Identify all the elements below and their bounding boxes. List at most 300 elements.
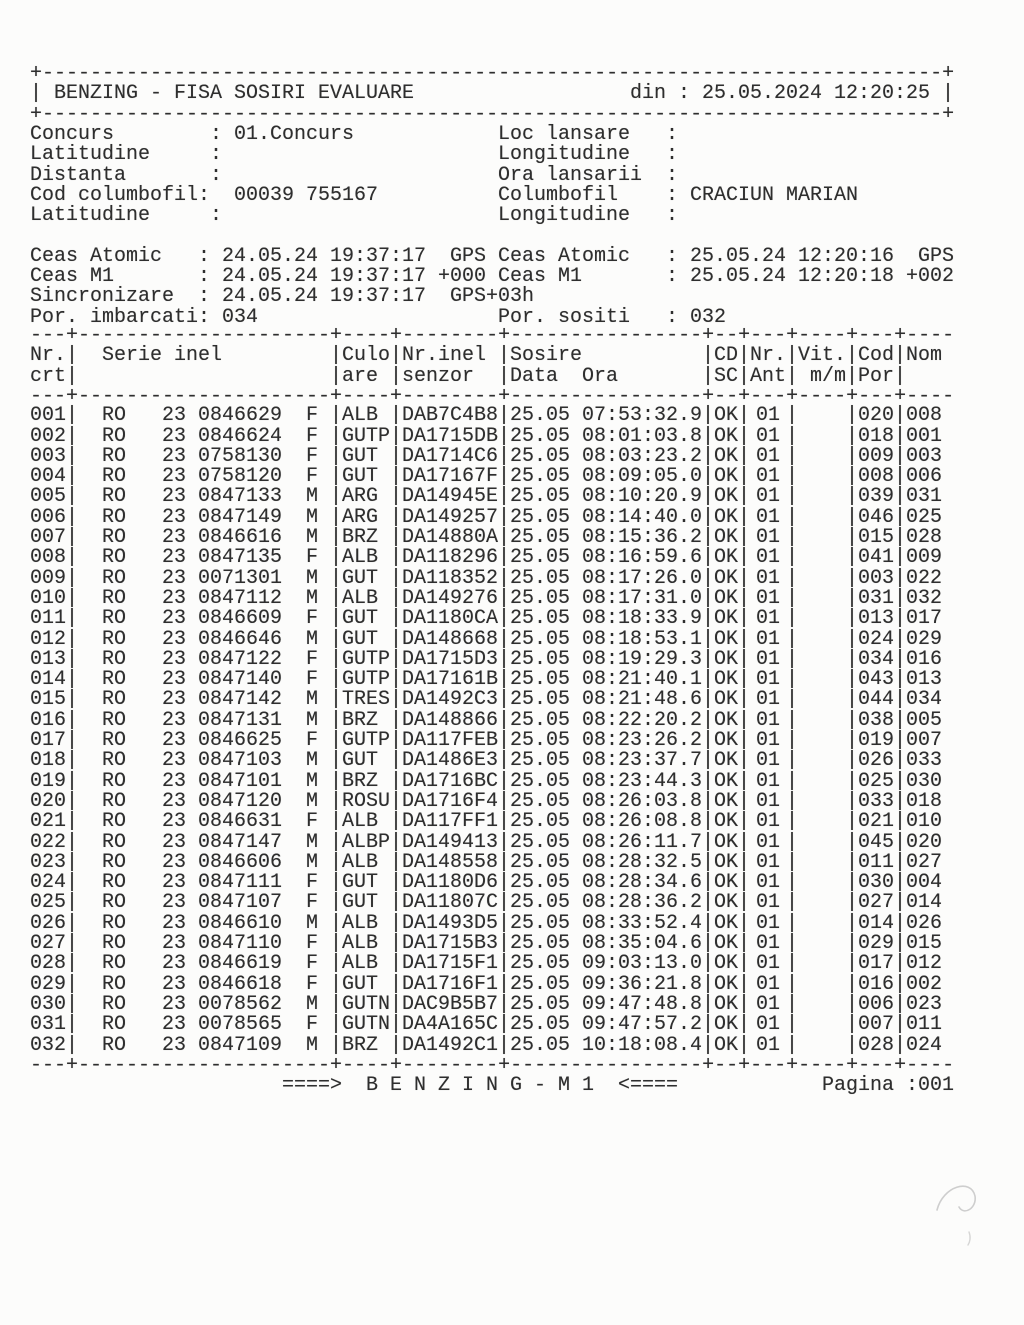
cell-ant: 01 <box>756 546 781 570</box>
cell-year: 23 <box>162 749 187 773</box>
cell-ant: 01 <box>756 465 781 489</box>
cell-cod: 020 <box>858 404 895 428</box>
cell-date: 25.05 <box>510 647 571 671</box>
cell-nom: 003 <box>906 444 943 468</box>
cell-color: GUT <box>342 566 379 590</box>
column-divider: | <box>330 404 343 428</box>
cell-date: 25.05 <box>510 911 571 935</box>
cell-ring: 0846619 <box>198 952 283 976</box>
box-border-bottom <box>30 102 990 126</box>
cell-year: 23 <box>162 404 187 428</box>
column-divider: | <box>330 485 343 509</box>
cell-year: 23 <box>162 850 187 874</box>
column-divider: | <box>846 364 859 388</box>
column-divider: | <box>498 344 511 368</box>
cell-time: 08:09:05.0 <box>582 465 703 489</box>
column-divider: | <box>498 871 511 895</box>
column-divider: | <box>702 850 715 874</box>
cell-country: RO <box>102 769 127 793</box>
cell-color: GUTP <box>342 729 391 752</box>
title-line <box>30 84 990 104</box>
cell-cd: OK <box>714 769 739 793</box>
column-divider: | <box>66 891 79 915</box>
column-divider: | <box>786 505 799 529</box>
cell-sensor: DA149413 <box>402 830 499 854</box>
cell-country: RO <box>102 1033 127 1057</box>
column-divider: | <box>738 505 751 529</box>
cell-ant: 01 <box>756 992 781 1016</box>
cell-ring: 0847120 <box>198 789 283 813</box>
info-colon: : <box>666 122 679 146</box>
column-divider: | <box>390 404 403 428</box>
header-cell-sc: SC <box>714 364 739 388</box>
cell-time: 09:47:57.2 <box>582 1013 703 1037</box>
cell-country: RO <box>102 546 127 570</box>
column-divider: | <box>738 424 751 448</box>
cell-ant: 01 <box>756 810 781 834</box>
column-divider: | <box>846 505 859 529</box>
cell-country: RO <box>102 424 127 448</box>
cell-color: GUT <box>342 749 379 773</box>
cell-country: RO <box>102 830 127 854</box>
cell-nr: 008 <box>30 546 67 570</box>
cell-color: ALB <box>342 932 379 955</box>
cell-sensor: DA1716F1 <box>402 972 499 996</box>
info-label: Concurs <box>30 122 115 146</box>
column-divider: | <box>894 485 907 509</box>
clock-suffix: GPS <box>450 244 487 268</box>
column-divider: | <box>702 810 715 834</box>
cell-ant: 01 <box>756 505 781 529</box>
info-label: Longitudine <box>498 204 631 228</box>
column-divider: | <box>390 465 403 489</box>
cell-date: 25.05 <box>510 424 571 448</box>
cell-color: GUT <box>342 607 379 631</box>
table-row <box>30 972 990 996</box>
column-divider: | <box>330 1033 343 1057</box>
cell-color: ARG <box>342 485 379 509</box>
cell-time: 08:35:04.6 <box>582 932 703 955</box>
cell-nr: 010 <box>30 586 67 610</box>
cell-country: RO <box>102 607 127 631</box>
info-colon: : <box>666 143 679 167</box>
cell-ring: 0847131 <box>198 708 283 732</box>
cell-nom: 010 <box>906 810 943 834</box>
column-divider: | <box>738 344 751 368</box>
cell-cod: 043 <box>858 668 895 692</box>
cell-cd: OK <box>714 992 739 1016</box>
column-divider: | <box>702 505 715 529</box>
cell-sex: M <box>306 485 319 509</box>
table-row <box>30 647 990 671</box>
column-divider: | <box>498 627 511 651</box>
column-divider: | <box>894 1033 907 1057</box>
cell-nom: 004 <box>906 871 943 895</box>
cell-sensor: DA11807C <box>402 891 499 915</box>
cell-cod: 029 <box>858 932 895 955</box>
cell-time: 08:17:31.0 <box>582 586 703 610</box>
cell-year: 23 <box>162 688 187 712</box>
cell-sex: F <box>306 546 319 570</box>
cell-color: ALBP <box>342 830 391 854</box>
info-label: Ora lansarii <box>498 163 643 187</box>
column-divider: | <box>498 810 511 834</box>
cell-nom: 026 <box>906 911 943 935</box>
column-divider: | <box>390 850 403 874</box>
column-divider: | <box>66 526 79 549</box>
cell-cod: 030 <box>858 871 895 895</box>
cell-cd: OK <box>714 850 739 874</box>
cell-year: 23 <box>162 465 187 489</box>
cell-ant: 01 <box>756 789 781 813</box>
clock-label: Ceas M1 <box>498 265 583 288</box>
cell-color: GUT <box>342 972 379 996</box>
column-divider: | <box>894 789 907 813</box>
cell-ant: 01 <box>756 485 781 509</box>
cell-date: 25.05 <box>510 932 571 955</box>
column-divider: | <box>702 749 715 773</box>
table-row <box>30 690 990 710</box>
column-divider: | <box>66 688 79 712</box>
cell-ant: 01 <box>756 729 781 752</box>
cell-sex: M <box>306 789 319 813</box>
cell-nr: 027 <box>30 932 67 955</box>
header-cell-cod-por: Cod <box>858 344 895 368</box>
column-divider: | <box>702 647 715 671</box>
box-border-top <box>30 64 990 84</box>
cell-sex: M <box>306 749 319 773</box>
cell-nom: 011 <box>906 1013 943 1037</box>
column-divider: | <box>894 911 907 935</box>
column-divider: | <box>330 526 343 549</box>
info-label: Distanta <box>30 163 127 187</box>
header-cell-vit: Vit. <box>798 344 847 368</box>
column-divider: | <box>498 444 511 468</box>
cell-color: BRZ <box>342 769 379 793</box>
cell-sex: F <box>306 647 319 671</box>
cell-cd: OK <box>714 465 739 489</box>
column-divider: | <box>846 546 859 570</box>
cell-nom: 030 <box>906 769 943 793</box>
column-divider: | <box>846 810 859 834</box>
column-divider: | <box>846 668 859 692</box>
column-divider: | <box>738 647 751 671</box>
column-divider: | <box>786 830 799 854</box>
column-divider: | <box>66 344 79 368</box>
cell-nr: 032 <box>30 1033 67 1057</box>
cell-sensor: DA149276 <box>402 586 499 610</box>
info-line <box>30 206 990 226</box>
table-separator-top <box>30 326 990 346</box>
column-divider: | <box>702 830 715 854</box>
column-divider: | <box>846 871 859 895</box>
cell-ant: 01 <box>756 424 781 448</box>
header-cell-data: Data <box>510 364 559 388</box>
cell-country: RO <box>102 465 127 489</box>
cell-nr: 016 <box>30 708 67 732</box>
cell-nr: 030 <box>30 992 67 1016</box>
clock-value: 034 <box>222 305 259 329</box>
cell-time: 08:17:26.0 <box>582 566 703 590</box>
header-cell-culoare: Culo <box>342 344 391 368</box>
cell-country: RO <box>102 932 127 955</box>
clock-colon: : <box>198 244 211 268</box>
cell-time: 07:53:32.9 <box>582 404 703 428</box>
cell-nom: 001 <box>906 424 943 448</box>
column-divider: | <box>66 952 79 976</box>
column-divider: | <box>330 992 343 1016</box>
cell-nom: 032 <box>906 586 943 610</box>
column-divider: | <box>330 911 343 935</box>
cell-sex: M <box>306 850 319 874</box>
column-divider: | <box>66 810 79 834</box>
cell-sex: M <box>306 1033 319 1057</box>
table-row <box>30 444 990 468</box>
cell-ring: 0846609 <box>198 607 283 631</box>
cell-cod: 008 <box>858 465 895 489</box>
cell-cod: 044 <box>858 688 895 712</box>
info-label: Longitudine <box>498 143 631 167</box>
table-row <box>30 528 990 548</box>
cell-year: 23 <box>162 1013 187 1037</box>
column-divider: | <box>66 708 79 732</box>
column-divider: | <box>786 871 799 895</box>
cell-ring: 0847107 <box>198 891 283 915</box>
cell-cod: 015 <box>858 526 895 549</box>
column-divider: | <box>738 566 751 590</box>
cell-sensor: DA118352 <box>402 566 499 590</box>
cell-nr: 024 <box>30 871 67 895</box>
cell-sex: F <box>306 668 319 692</box>
column-divider: | <box>498 364 511 388</box>
cell-color: ALB <box>342 404 379 428</box>
cell-cd: OK <box>714 830 739 854</box>
cell-date: 25.05 <box>510 729 571 752</box>
ascii-border: +---------------------------------------------------------------------------+ <box>30 102 955 126</box>
column-divider: | <box>894 708 907 732</box>
cell-time: 08:33:52.4 <box>582 911 703 935</box>
ascii-border: +---------------------------------------------------------------------------+ <box>30 62 955 85</box>
column-divider: | <box>66 749 79 773</box>
cell-sex: M <box>306 526 319 549</box>
column-divider: | <box>390 546 403 570</box>
cell-nom: 028 <box>906 526 943 549</box>
info-value: 00039 755167 <box>234 183 379 207</box>
cell-ring: 0758120 <box>198 465 283 489</box>
column-divider: | <box>702 546 715 570</box>
column-divider: | <box>390 627 403 651</box>
cell-ant: 01 <box>756 444 781 468</box>
cell-country: RO <box>102 688 127 712</box>
cell-nr: 021 <box>30 810 67 834</box>
cell-sex: M <box>306 769 319 793</box>
cell-ant: 01 <box>756 911 781 935</box>
cell-cd: OK <box>714 566 739 590</box>
cell-country: RO <box>102 505 127 529</box>
column-divider: | <box>702 1033 715 1057</box>
cell-sex: F <box>306 444 319 468</box>
column-divider: | <box>738 891 751 915</box>
cell-year: 23 <box>162 607 187 631</box>
cell-color: ALB <box>342 952 379 976</box>
cell-time: 08:01:03.8 <box>582 424 703 448</box>
footer-arrow-left: ====> <box>282 1074 343 1098</box>
cell-year: 23 <box>162 424 187 448</box>
cell-date: 25.05 <box>510 485 571 509</box>
cell-color: ALB <box>342 810 379 834</box>
column-divider: | <box>498 729 511 752</box>
cell-sensor: DA1486E3 <box>402 749 499 773</box>
header-cell-are: are <box>342 364 379 388</box>
column-divider: | <box>498 992 511 1016</box>
column-divider: | <box>702 404 715 428</box>
column-divider: | <box>786 810 799 834</box>
cell-date: 25.05 <box>510 972 571 996</box>
column-divider: | <box>330 749 343 773</box>
cell-time: 08:15:36.2 <box>582 526 703 549</box>
cell-sensor: DA1715DB <box>402 424 499 448</box>
header-cell-crt: crt <box>30 364 67 388</box>
column-divider: | <box>498 952 511 976</box>
column-divider: | <box>390 952 403 976</box>
cell-ant: 01 <box>756 607 781 631</box>
clock-label: Por. imbarcati <box>30 305 199 329</box>
column-divider: | <box>390 708 403 732</box>
cell-ant: 01 <box>756 526 781 549</box>
cell-sensor: DA14880A <box>402 526 499 549</box>
cell-time: 08:14:40.0 <box>582 505 703 529</box>
table-row <box>30 850 990 874</box>
column-divider: | <box>66 485 79 509</box>
column-divider: | <box>66 1013 79 1037</box>
cell-nom: 027 <box>906 850 943 874</box>
column-divider: | <box>390 485 403 509</box>
cell-country: RO <box>102 526 127 549</box>
info-label: Latitudine <box>30 143 151 167</box>
table-separator-bottom <box>30 1053 990 1077</box>
column-divider: | <box>738 1033 751 1057</box>
cell-ring: 0071301 <box>198 566 283 590</box>
ascii-separator: ---+---------------------+----+--------+----------------+--+---+----+---+---- <box>30 384 955 408</box>
column-divider: | <box>846 444 859 468</box>
column-divider: | <box>66 850 79 874</box>
cell-ring: 0847149 <box>198 505 283 529</box>
column-divider: | <box>702 566 715 590</box>
clock-value: 24.05.24 19:37:17 <box>222 285 427 309</box>
column-divider: | <box>330 1013 343 1037</box>
column-divider: | <box>894 972 907 996</box>
cell-time: 08:19:29.3 <box>582 647 703 671</box>
column-divider: | <box>738 627 751 651</box>
info-label: Columbofil <box>498 183 619 207</box>
column-divider: | <box>330 647 343 671</box>
cell-country: RO <box>102 485 127 509</box>
column-divider: | <box>738 810 751 834</box>
cell-cod: 017 <box>858 952 895 976</box>
cell-ring: 0846625 <box>198 729 283 752</box>
cell-date: 25.05 <box>510 871 571 895</box>
column-divider: | <box>702 526 715 549</box>
column-divider: | <box>66 566 79 590</box>
cell-year: 23 <box>162 647 187 671</box>
column-divider: | <box>66 444 79 468</box>
column-divider: | <box>498 932 511 955</box>
column-divider: | <box>330 871 343 895</box>
column-divider: | <box>498 769 511 793</box>
cell-time: 10:18:08.4 <box>582 1033 703 1057</box>
column-divider: | <box>702 708 715 732</box>
cell-year: 23 <box>162 952 187 976</box>
table-row <box>30 873 990 893</box>
column-divider: | <box>390 344 403 368</box>
column-divider: | <box>66 830 79 854</box>
cell-year: 23 <box>162 627 187 651</box>
column-divider: | <box>66 424 79 448</box>
cell-time: 08:21:48.6 <box>582 688 703 712</box>
column-divider: | <box>66 769 79 793</box>
cell-color: BRZ <box>342 1033 379 1057</box>
cell-cd: OK <box>714 607 739 631</box>
cell-ant: 01 <box>756 708 781 732</box>
column-divider: | <box>498 485 511 509</box>
info-colon: : <box>666 183 679 207</box>
cell-date: 25.05 <box>510 505 571 529</box>
clock-label: Sincronizare <box>30 285 175 309</box>
column-divider: | <box>66 505 79 529</box>
column-divider: | <box>786 749 799 773</box>
header-cell-nom: Nom <box>906 344 943 368</box>
cell-country: RO <box>102 992 127 1016</box>
cell-date: 25.05 <box>510 627 571 651</box>
column-divider: | <box>330 364 343 388</box>
box-edge-right: | <box>942 82 955 106</box>
cell-cd: OK <box>714 749 739 773</box>
cell-cod: 026 <box>858 749 895 773</box>
cell-time: 08:22:20.2 <box>582 708 703 732</box>
column-divider: | <box>66 586 79 610</box>
column-divider: | <box>390 444 403 468</box>
column-divider: | <box>894 505 907 529</box>
cell-year: 23 <box>162 708 187 732</box>
cell-time: 08:28:34.6 <box>582 871 703 895</box>
cell-sex: M <box>306 992 319 1016</box>
cell-sensor: DA1716BC <box>402 769 499 793</box>
column-divider: | <box>786 952 799 976</box>
column-divider: | <box>390 992 403 1016</box>
cell-country: RO <box>102 586 127 610</box>
clock-label: Ceas M1 <box>30 265 115 288</box>
column-divider: | <box>702 627 715 651</box>
column-divider: | <box>66 668 79 692</box>
cell-cd: OK <box>714 932 739 955</box>
column-divider: | <box>738 546 751 570</box>
header-cell-m-m: m/m <box>810 364 847 388</box>
column-divider: | <box>390 769 403 793</box>
clock-colon: : <box>198 305 211 329</box>
cell-year: 23 <box>162 810 187 834</box>
cell-color: TRES <box>342 688 391 712</box>
cell-nom: 006 <box>906 465 943 489</box>
cell-ring: 0847101 <box>198 769 283 793</box>
cell-sex: M <box>306 830 319 854</box>
header-cell-nr-ant: Nr. <box>750 344 787 368</box>
column-divider: | <box>786 891 799 915</box>
cell-cd: OK <box>714 952 739 976</box>
column-divider: | <box>702 891 715 915</box>
column-divider: | <box>846 708 859 732</box>
column-divider: | <box>738 404 751 428</box>
cell-cd: OK <box>714 789 739 813</box>
